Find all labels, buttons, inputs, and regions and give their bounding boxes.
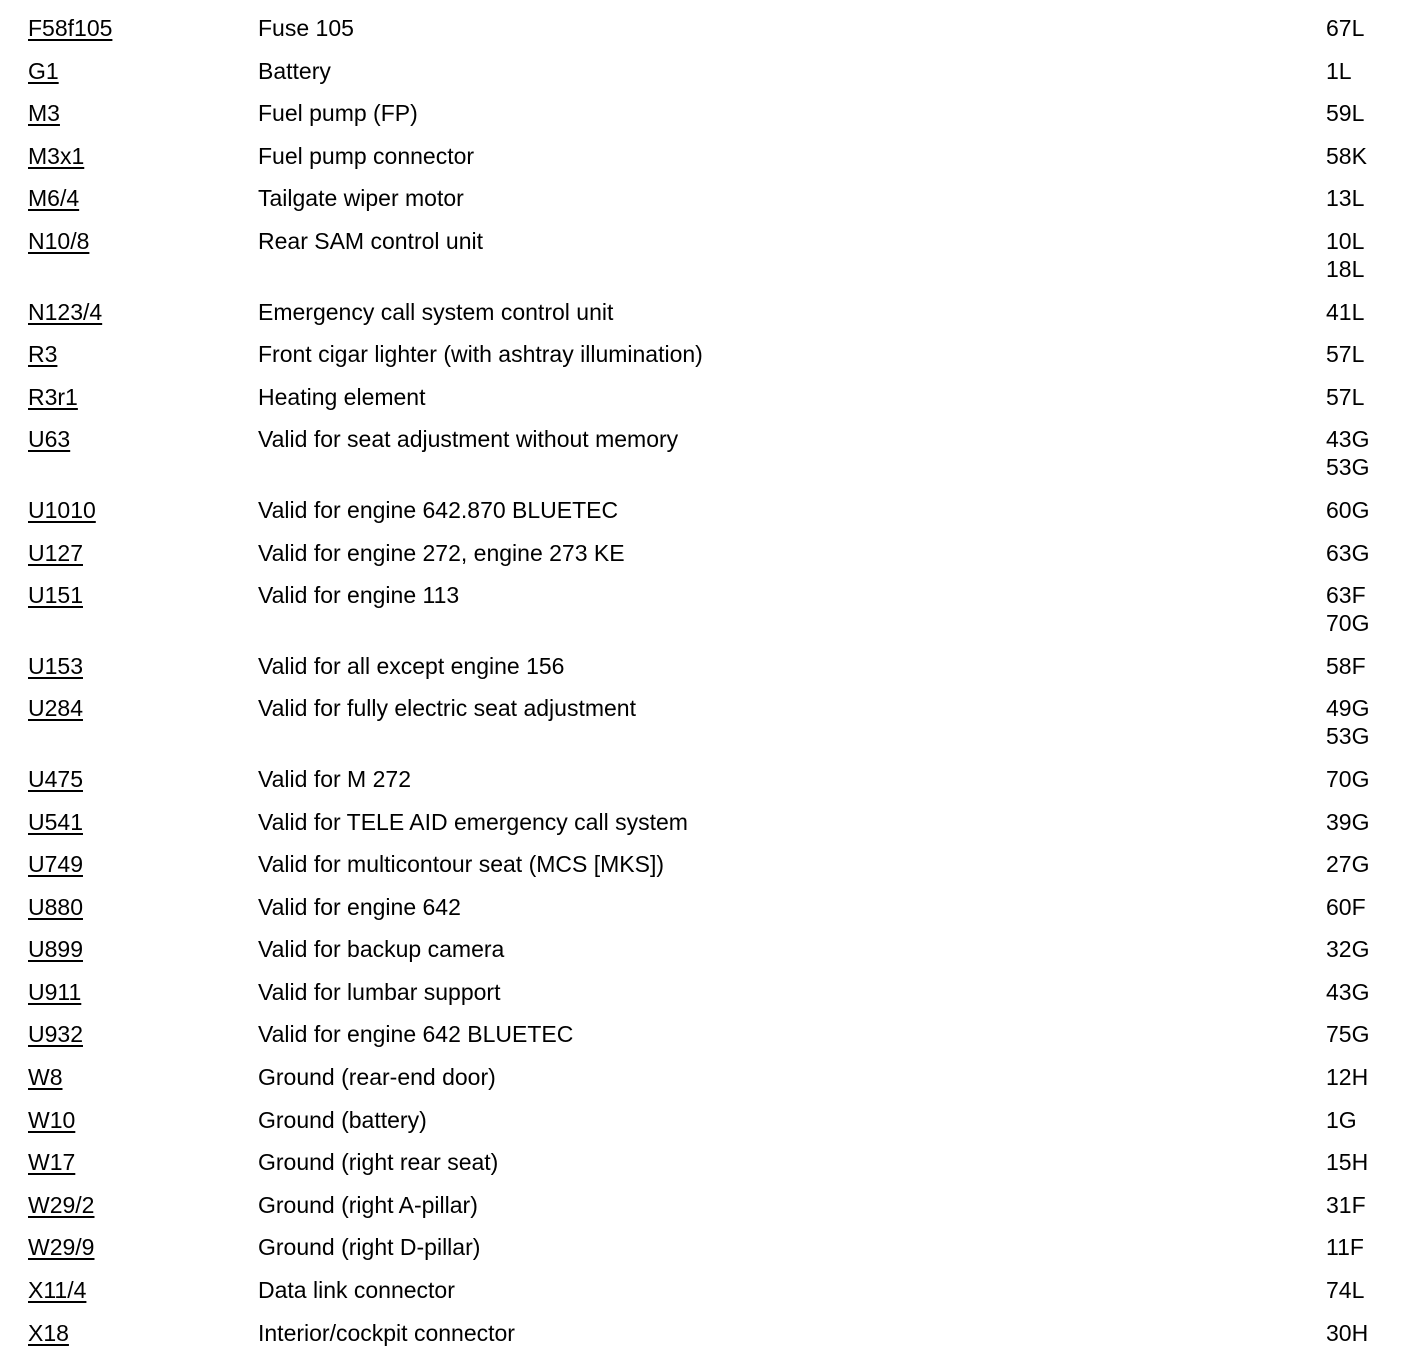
component-code-cell [0, 57, 258, 85]
component-description: Fuel pump connector [258, 142, 475, 169]
legend-row [0, 227, 1408, 283]
component-code-link[interactable]: M3x1 [28, 142, 85, 169]
component-code-cell [0, 652, 258, 680]
legend-row [0, 1319, 1408, 1347]
grid-references [1326, 1319, 1408, 1347]
grid-reference: 27G [1326, 851, 1370, 878]
component-code-link[interactable]: U932 [28, 1021, 83, 1048]
component-code-cell [0, 99, 258, 127]
grid-reference: 18L [1326, 255, 1365, 282]
component-code-link[interactable]: W17 [28, 1149, 76, 1176]
grid-references [1326, 808, 1408, 836]
component-code-cell [0, 496, 258, 524]
component-code-link[interactable]: U475 [28, 765, 83, 792]
component-code-cell [0, 425, 258, 453]
grid-reference: 10L [1326, 227, 1365, 254]
component-code-cell [0, 340, 258, 368]
grid-reference: 63F [1326, 582, 1366, 609]
component-code-link[interactable]: G1 [28, 57, 59, 84]
legend-row [0, 765, 1408, 793]
component-description: Valid for engine 642.870 BLUETEC [258, 496, 619, 523]
grid-reference: 60G [1326, 496, 1370, 523]
component-code-cell [0, 1063, 258, 1091]
component-description: Front cigar lighter (with ashtray illumination) [258, 341, 703, 368]
component-code-cell [0, 581, 258, 609]
grid-reference: 57L [1326, 383, 1365, 410]
component-description: Valid for engine 113 [258, 582, 460, 609]
grid-references [1326, 14, 1408, 42]
legend-row [0, 935, 1408, 963]
grid-reference: 70G [1326, 765, 1370, 792]
legend-row [0, 978, 1408, 1006]
component-description: Valid for all except engine 156 [258, 652, 565, 679]
component-code-cell [0, 893, 258, 921]
legend-row [0, 1063, 1408, 1091]
component-code-cell [0, 850, 258, 878]
component-code-link[interactable]: R3 [28, 341, 58, 368]
component-description: Battery [258, 57, 331, 84]
component-description: Valid for engine 642 BLUETEC [258, 1021, 574, 1048]
grid-references [1326, 298, 1408, 326]
component-code-cell [0, 539, 258, 567]
component-code-link[interactable]: U749 [28, 851, 83, 878]
grid-reference: 49G [1326, 695, 1370, 722]
grid-reference: 53G [1326, 723, 1370, 750]
grid-references [1326, 978, 1408, 1006]
legend-row [0, 99, 1408, 127]
component-code-cell [0, 227, 258, 255]
grid-references [1326, 496, 1408, 524]
component-code-cell [0, 383, 258, 411]
legend-row [0, 581, 1408, 637]
component-description: Ground (right rear seat) [258, 1149, 499, 1176]
component-description: Valid for multicontour seat (MCS [MKS]) [258, 851, 665, 878]
component-code-cell [0, 184, 258, 212]
component-description: Fuse 105 [258, 15, 354, 41]
component-description: Tailgate wiper motor [258, 185, 464, 212]
grid-references [1326, 1233, 1408, 1261]
component-code-cell [0, 1148, 258, 1176]
legend-row [0, 539, 1408, 567]
grid-reference: 70G [1326, 610, 1370, 637]
grid-reference: 32G [1326, 936, 1370, 963]
grid-reference: 60F [1326, 893, 1366, 920]
component-code-link[interactable]: U541 [28, 808, 83, 835]
component-code-link[interactable]: M6/4 [28, 185, 80, 212]
component-code-link[interactable]: W10 [28, 1106, 76, 1133]
component-code-link[interactable]: U880 [28, 893, 83, 920]
grid-references [1326, 652, 1408, 680]
legend-row [0, 383, 1408, 411]
grid-references [1326, 227, 1408, 283]
grid-reference: 75G [1326, 1021, 1370, 1048]
grid-reference: 57L [1326, 341, 1365, 368]
legend-row [0, 425, 1408, 481]
component-code-link[interactable]: U151 [28, 582, 83, 609]
component-description: Ground (right D-pillar) [258, 1234, 481, 1261]
component-description: Valid for seat adjustment without memory [258, 426, 679, 453]
grid-reference: 13L [1326, 185, 1365, 212]
component-code-cell [0, 1319, 258, 1347]
grid-reference: 30H [1326, 1319, 1369, 1346]
legend-row [0, 850, 1408, 878]
component-description: Valid for backup camera [258, 936, 505, 963]
component-description: Valid for M 272 [258, 765, 411, 792]
legend-row [0, 1020, 1408, 1048]
legend-row [0, 340, 1408, 368]
component-code-cell [0, 298, 258, 326]
legend-row [0, 142, 1408, 170]
component-code-cell [0, 1276, 258, 1304]
grid-reference: 58K [1326, 142, 1367, 169]
component-description: Rear SAM control unit [258, 227, 483, 254]
component-description: Data link connector [258, 1277, 455, 1304]
grid-reference: 59L [1326, 100, 1365, 127]
grid-references [1326, 383, 1408, 411]
grid-reference: 53G [1326, 454, 1370, 481]
legend-row [0, 496, 1408, 524]
grid-reference: 43G [1326, 978, 1370, 1005]
component-description: Valid for engine 642 [258, 893, 461, 920]
grid-references [1326, 694, 1408, 750]
grid-reference: 1L [1326, 57, 1352, 84]
component-description: Ground (rear-end door) [258, 1064, 496, 1091]
component-code-cell [0, 694, 258, 722]
legend-row [0, 298, 1408, 326]
component-code-link[interactable]: W29/2 [28, 1191, 95, 1218]
legend-row [0, 14, 1408, 42]
grid-references [1326, 340, 1408, 368]
component-code-cell [0, 978, 258, 1006]
legend-row [0, 893, 1408, 921]
component-description: Interior/cockpit connector [258, 1319, 515, 1346]
component-code-cell [0, 935, 258, 963]
component-description: Valid for engine 272, engine 273 KE [258, 539, 625, 566]
grid-references [1326, 1020, 1408, 1048]
grid-reference: 39G [1326, 808, 1370, 835]
legend-row [0, 694, 1408, 750]
legend-row [0, 1106, 1408, 1134]
grid-references [1326, 184, 1408, 212]
legend-row [0, 1276, 1408, 1304]
legend-row [0, 1191, 1408, 1219]
component-code-link[interactable]: X11/4 [28, 1277, 87, 1304]
grid-references [1326, 1148, 1408, 1176]
component-code-link[interactable]: N123/4 [28, 298, 103, 325]
component-code-link[interactable]: U1010 [28, 496, 96, 523]
grid-references [1326, 1191, 1408, 1219]
component-code-link[interactable]: W29/9 [28, 1234, 95, 1261]
component-code-link[interactable]: N10/8 [28, 227, 90, 254]
grid-reference: 12H [1326, 1064, 1369, 1091]
grid-reference: 58F [1326, 652, 1366, 679]
grid-references [1326, 850, 1408, 878]
grid-references [1326, 425, 1408, 481]
component-description: Valid for lumbar support [258, 978, 501, 1005]
component-description: Ground (right A-pillar) [258, 1191, 478, 1218]
grid-references [1326, 935, 1408, 963]
grid-references [1326, 1276, 1408, 1304]
component-code-link[interactable]: F58f105 [28, 15, 113, 41]
grid-references [1326, 142, 1408, 170]
component-description: Valid for fully electric seat adjustment [258, 695, 636, 722]
component-code-cell [0, 14, 258, 42]
component-code-cell [0, 765, 258, 793]
component-code-link[interactable]: U911 [28, 978, 82, 1005]
component-code-link[interactable]: W8 [28, 1064, 63, 1091]
component-description: Ground (battery) [258, 1106, 427, 1133]
grid-reference: 11F [1326, 1234, 1364, 1261]
grid-reference: 43G [1326, 426, 1370, 453]
grid-reference: 31F [1326, 1191, 1366, 1218]
component-code-cell [0, 1191, 258, 1219]
legend-row [0, 808, 1408, 836]
grid-reference: 1G [1326, 1106, 1357, 1133]
component-code-link[interactable]: M3 [28, 100, 60, 127]
grid-references [1326, 1063, 1408, 1091]
component-code-cell [0, 142, 258, 170]
legend-row [0, 1233, 1408, 1261]
grid-references [1326, 99, 1408, 127]
component-code-link[interactable]: U63 [28, 426, 71, 453]
grid-references [1326, 57, 1408, 85]
grid-references [1326, 539, 1408, 567]
grid-references [1326, 893, 1408, 921]
component-code-link[interactable]: U153 [28, 652, 83, 679]
grid-reference: 63G [1326, 539, 1370, 566]
component-code-cell [0, 1106, 258, 1134]
legend-row [0, 652, 1408, 680]
grid-reference: 67L [1326, 15, 1365, 41]
grid-references [1326, 765, 1408, 793]
component-description: Emergency call system control unit [258, 298, 614, 325]
grid-reference: 15H [1326, 1149, 1369, 1176]
component-description: Fuel pump (FP) [258, 100, 418, 127]
grid-references [1326, 581, 1408, 637]
grid-reference: 74L [1326, 1277, 1365, 1304]
legend-row [0, 184, 1408, 212]
component-code-cell [0, 808, 258, 836]
component-code-cell [0, 1233, 258, 1261]
component-code-link[interactable]: U899 [28, 936, 83, 963]
component-code-link[interactable]: U127 [28, 539, 83, 566]
component-code-link[interactable]: U284 [28, 695, 83, 722]
component-code-link[interactable]: R3r1 [28, 383, 78, 410]
legend-row [0, 1148, 1408, 1176]
component-code-cell [0, 1020, 258, 1048]
component-description: Valid for TELE AID emergency call system [258, 808, 688, 835]
legend-row [0, 57, 1408, 85]
grid-references [1326, 1106, 1408, 1134]
component-description: Heating element [258, 383, 426, 410]
grid-reference: 41L [1326, 298, 1365, 325]
component-code-link[interactable]: X18 [28, 1319, 69, 1346]
